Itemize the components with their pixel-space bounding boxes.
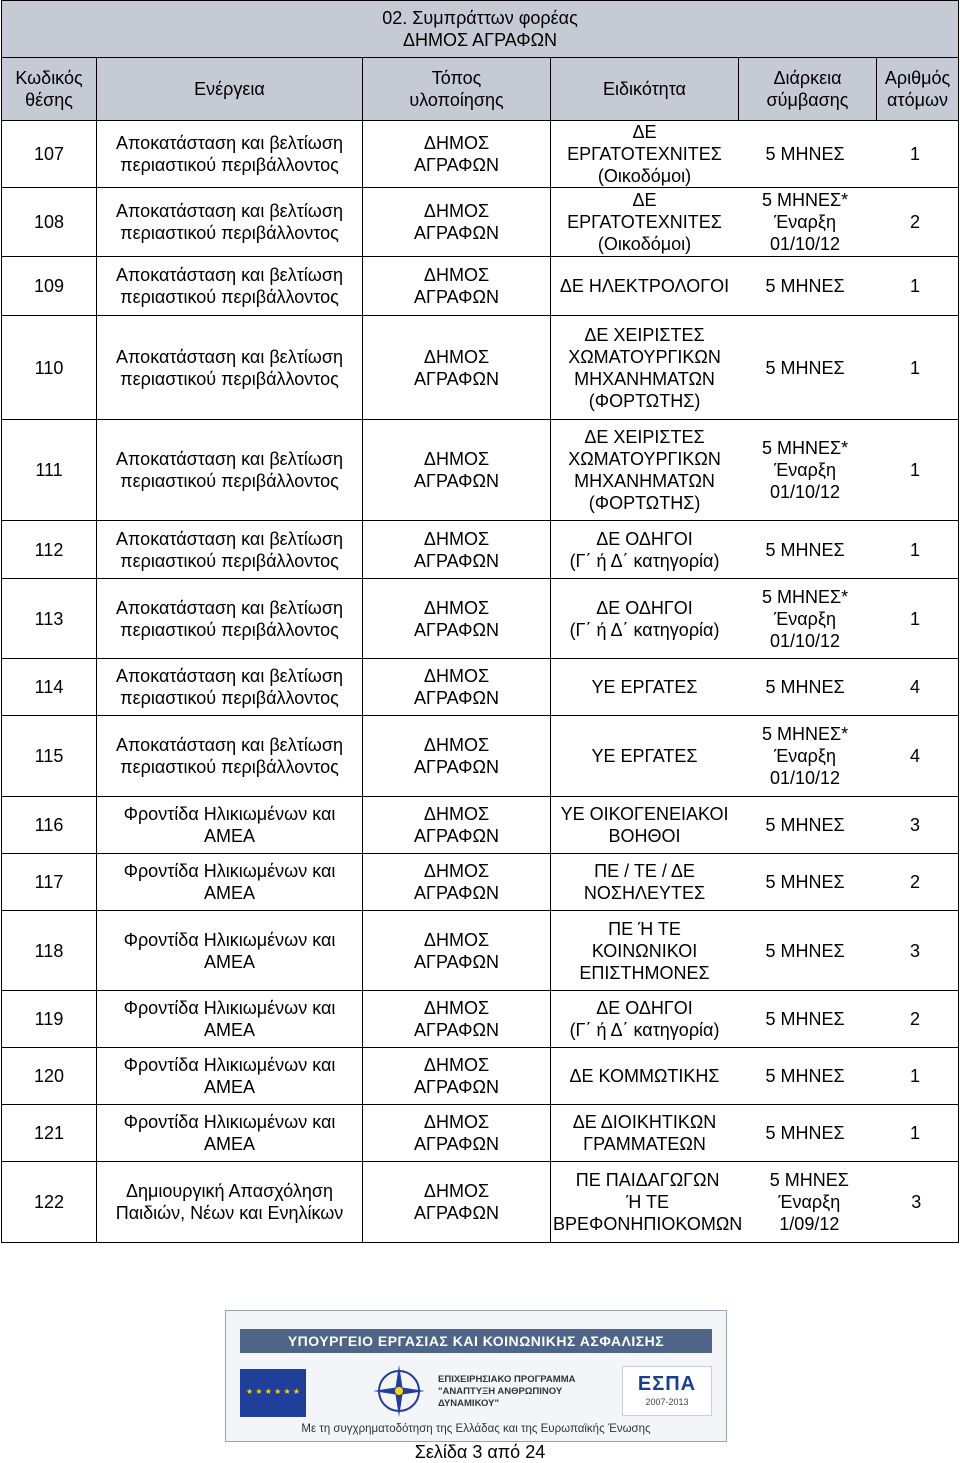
compass-logo-icon xyxy=(364,1361,434,1421)
cell-count: 1 xyxy=(910,276,921,296)
cell-specialty: ΠΕ / ΤΕ / ΔΕ ΝΟΣΗΛΕΥΤΕΣ xyxy=(583,861,706,903)
cell-action: Αποκατάσταση και βελτίωση περιαστικού περιβάλλοντος xyxy=(97,659,363,716)
cell-specialty-duration-count xyxy=(551,420,959,521)
cell-specialty-duration-count xyxy=(551,1048,959,1105)
cell-specialty: ΔΕ ΕΡΓΑΤΟΤΕΧΝΙΤΕΣ (Οικοδόμοι) xyxy=(567,190,722,254)
cell-specialty-duration-count xyxy=(551,1162,959,1243)
cell-duration: 5 ΜΗΝΕΣ xyxy=(765,1123,845,1143)
table-row xyxy=(2,420,959,521)
cell-place: ΔΗΜΟΣ ΑΓΡΑΦΩΝ xyxy=(363,521,551,579)
table-row xyxy=(2,316,959,420)
cofunding-note: Με τη συγχρηματοδότηση της Ελλάδας και της Ευρωπαϊκής Ένωσης xyxy=(301,1423,651,1435)
cell-place: ΔΗΜΟΣ ΑΓΡΑΦΩΝ xyxy=(363,854,551,911)
cell-action: Αποκατάσταση και βελτίωση περιαστικού περιβάλλοντος xyxy=(97,579,363,659)
cell-action: Φροντίδα Ηλικιωμένων και ΑΜΕΑ xyxy=(97,991,363,1048)
cell-count: 1 xyxy=(910,357,921,378)
cell-code: 111 xyxy=(2,420,97,521)
cell-specialty: ΔΕ ΧΕΙΡΙΣΤΕΣ ΧΩΜΑΤΟΥΡΓΙΚΩΝ ΜΗΧΑΝΗΜΑΤΩΝ (ΦΟΡΤΩΤΗΣ) xyxy=(568,324,721,411)
cell-specialty: ΔΕ ΗΛΕΚΤΡΟΛΟΓΟΙ xyxy=(559,276,730,296)
cell-duration: 5 ΜΗΝΕΣ xyxy=(765,1009,845,1029)
cell-code: 109 xyxy=(2,257,97,316)
cell-code: 107 xyxy=(2,121,97,188)
table-row xyxy=(2,188,959,257)
cell-action: Φροντίδα Ηλικιωμένων και ΑΜΕΑ xyxy=(97,911,363,991)
cell-place: ΔΗΜΟΣ ΑΓΡΑΦΩΝ xyxy=(363,1105,551,1162)
cell-specialty-duration-count xyxy=(551,579,959,659)
positions-table xyxy=(1,0,959,1243)
cell-duration: 5 ΜΗΝΕΣ* Έναρξη 01/10/12 xyxy=(761,724,849,788)
cell-count: 1 xyxy=(910,460,921,480)
cell-action: Αποκατάσταση και βελτίωση περιαστικού περιβάλλοντος xyxy=(97,316,363,420)
header-action: Ενέργεια xyxy=(97,58,363,121)
cell-place: ΔΗΜΟΣ ΑΓΡΑΦΩΝ xyxy=(363,257,551,316)
cell-code: 117 xyxy=(2,854,97,911)
table-title-row xyxy=(2,1,959,58)
cell-specialty: ΔΕ ΧΕΙΡΙΣΤΕΣ ΧΩΜΑΤΟΥΡΓΙΚΩΝ ΜΗΧΑΝΗΜΑΤΩΝ (ΦΟΡΤΩΤΗΣ) xyxy=(568,427,721,513)
cell-count: 3 xyxy=(910,815,921,835)
table-row xyxy=(2,1162,959,1243)
cell-action: Φροντίδα Ηλικιωμένων και ΑΜΕΑ xyxy=(97,1105,363,1162)
cell-duration: 5 ΜΗΝΕΣ xyxy=(765,144,845,164)
cell-code: 116 xyxy=(2,797,97,854)
column-header-row xyxy=(2,58,959,121)
cell-code: 108 xyxy=(2,188,97,257)
cell-action: Αποκατάσταση και βελτίωση περιαστικού περιβάλλοντος xyxy=(97,716,363,797)
cell-specialty: ΔΕ ΟΔΗΓΟΙ (Γ΄ ή Δ΄ κατηγορία) xyxy=(569,597,720,640)
cell-code: 110 xyxy=(2,316,97,420)
cell-count: 3 xyxy=(911,1192,922,1212)
cell-place: ΔΗΜΟΣ ΑΓΡΑΦΩΝ xyxy=(363,188,551,257)
cell-count: 2 xyxy=(910,1009,921,1029)
cell-place: ΔΗΜΟΣ ΑΓΡΑΦΩΝ xyxy=(363,1048,551,1105)
table-row xyxy=(2,579,959,659)
ministry-banner: ΥΠΟΥΡΓΕΙΟ ΕΡΓΑΣΙΑΣ ΚΑΙ ΚΟΙΝΩΝΙΚΗΣ ΑΣΦΑΛΙΣΗΣ xyxy=(240,1329,712,1353)
funding-logo-panel xyxy=(225,1310,727,1442)
table-row xyxy=(2,854,959,911)
cell-code: 113 xyxy=(2,579,97,659)
cell-specialty-duration-count xyxy=(551,659,959,716)
cell-place: ΔΗΜΟΣ ΑΓΡΑΦΩΝ xyxy=(363,420,551,521)
cell-code: 119 xyxy=(2,991,97,1048)
title-line-2: ΔΗΜΟΣ ΑΓΡΑΦΩΝ xyxy=(403,30,558,50)
table-row xyxy=(2,911,959,991)
cell-action: Αποκατάσταση και βελτίωση περιαστικού περιβάλλοντος xyxy=(97,420,363,521)
cell-specialty: ΔΕ ΕΡΓΑΤΟΤΕΧΝΙΤΕΣ (Οικοδόμοι) xyxy=(567,122,722,186)
cell-specialty: ΥΕ ΟΙΚΟΓΕΝΕΙΑΚΟΙ ΒΟΗΘΟΙ xyxy=(560,804,729,846)
cell-specialty: ΠΕ ΠΑΙΔΑΓΩΓΩΝ Ή ΤΕ ΒΡΕΦΟΝΗΠΙΟΚΟΜΩΝ xyxy=(553,1170,743,1234)
cell-specialty: ΔΕ ΟΔΗΓΟΙ (Γ΄ ή Δ΄ κατηγορία) xyxy=(569,998,720,1040)
cell-specialty-duration-count xyxy=(551,121,959,188)
cell-duration: 5 ΜΗΝΕΣ xyxy=(765,872,845,892)
table-row xyxy=(2,1048,959,1105)
cell-duration: 5 ΜΗΝΕΣ xyxy=(765,357,845,378)
table-row xyxy=(2,797,959,854)
cell-count: 1 xyxy=(910,539,921,560)
title-line-1: 02. Συμπράττων φορέας xyxy=(382,8,578,28)
cell-specialty-duration-count xyxy=(551,316,959,420)
cell-count: 1 xyxy=(910,608,921,629)
cell-duration: 5 ΜΗΝΕΣ Έναρξη 1/09/12 xyxy=(769,1170,849,1234)
cell-action: Φροντίδα Ηλικιωμένων και ΑΜΕΑ xyxy=(97,1048,363,1105)
cell-duration: 5 ΜΗΝΕΣ xyxy=(765,815,845,835)
table-row xyxy=(2,1105,959,1162)
cell-place: ΔΗΜΟΣ ΑΓΡΑΦΩΝ xyxy=(363,579,551,659)
cell-count: 4 xyxy=(910,746,921,766)
cell-specialty: ΔΕ ΔΙΟΙΚΗΤΙΚΩΝ ΓΡΑΜΜΑΤΕΩΝ xyxy=(572,1112,717,1154)
cell-specialty: ΥΕ ΕΡΓΑΤΕΣ xyxy=(591,746,698,766)
cell-duration: 5 ΜΗΝΕΣ xyxy=(765,276,845,296)
cell-code: 121 xyxy=(2,1105,97,1162)
cell-code: 122 xyxy=(2,1162,97,1243)
table-row xyxy=(2,716,959,797)
table-title xyxy=(2,1,959,58)
cell-place: ΔΗΜΟΣ ΑΓΡΑΦΩΝ xyxy=(363,121,551,188)
header-code: Κωδικός θέσης xyxy=(2,58,97,121)
cell-specialty: ΥΕ ΕΡΓΑΤΕΣ xyxy=(591,677,698,697)
cell-action: Αποκατάσταση και βελτίωση περιαστικού περιβάλλοντος xyxy=(97,521,363,579)
cell-count: 2 xyxy=(910,872,921,892)
cell-duration: 5 ΜΗΝΕΣ* Έναρξη 01/10/12 xyxy=(761,586,849,651)
cell-count: 1 xyxy=(910,144,921,164)
cell-place: ΔΗΜΟΣ ΑΓΡΑΦΩΝ xyxy=(363,316,551,420)
cell-count: 3 xyxy=(910,940,921,961)
cell-specialty-duration-count xyxy=(551,911,959,991)
cell-place: ΔΗΜΟΣ ΑΓΡΑΦΩΝ xyxy=(363,1162,551,1243)
cell-duration: 5 ΜΗΝΕΣ* Έναρξη 01/10/12 xyxy=(761,438,849,502)
cell-specialty-duration-count xyxy=(551,188,959,257)
cell-code: 118 xyxy=(2,911,97,991)
cell-duration: 5 ΜΗΝΕΣ xyxy=(765,539,845,560)
cell-duration: 5 ΜΗΝΕΣ xyxy=(765,677,845,697)
header-count: Αριθμός ατόμων xyxy=(877,58,959,121)
header-specialty: Ειδικότητα xyxy=(551,58,739,121)
program-label: ΕΠΙΧΕΙΡΗΣΙΑΚΟ ΠΡΟΓΡΑΜΜΑ "ΑΝΑΠΤΥΞΗ ΑΝΘΡΩΠΙΝΟΥ ΔΥΝΑΜΙΚΟΥ" xyxy=(438,1374,576,1409)
cell-place: ΔΗΜΟΣ ΑΓΡΑΦΩΝ xyxy=(363,716,551,797)
cell-place: ΔΗΜΟΣ ΑΓΡΑΦΩΝ xyxy=(363,797,551,854)
page-number: Σελίδα 3 από 24 xyxy=(414,1442,546,1462)
cell-duration: 5 ΜΗΝΕΣ* Έναρξη 01/10/12 xyxy=(761,190,849,254)
espa-logo: ΕΣΠΑ 2007-2013 xyxy=(622,1366,712,1416)
cell-code: 120 xyxy=(2,1048,97,1105)
cell-count: 1 xyxy=(910,1066,921,1086)
cell-specialty-duration-count xyxy=(551,257,959,316)
cell-code: 114 xyxy=(2,659,97,716)
cell-action: Δημιουργική Απασχόληση Παιδιών, Νέων και Ενηλίκων xyxy=(97,1162,363,1243)
cell-count: 2 xyxy=(910,212,921,232)
cell-action: Αποκατάσταση και βελτίωση περιαστικού περιβάλλοντος xyxy=(97,188,363,257)
cell-specialty-duration-count xyxy=(551,797,959,854)
eu-flag-icon: ★ ★ ★ ★ ★ ★ xyxy=(240,1369,306,1417)
cell-duration: 5 ΜΗΝΕΣ xyxy=(765,1066,845,1086)
cell-count: 4 xyxy=(910,677,921,697)
cell-action: Φροντίδα Ηλικιωμένων και ΑΜΕΑ xyxy=(97,854,363,911)
cell-specialty-duration-count xyxy=(551,854,959,911)
cell-specialty-duration-count xyxy=(551,716,959,797)
cell-place: ΔΗΜΟΣ ΑΓΡΑΦΩΝ xyxy=(363,991,551,1048)
cell-action: Φροντίδα Ηλικιωμένων και ΑΜΕΑ xyxy=(97,797,363,854)
table-row xyxy=(2,121,959,188)
header-place: Τόπος υλοποίησης xyxy=(363,58,551,121)
cell-duration: 5 ΜΗΝΕΣ xyxy=(765,940,845,961)
cell-specialty-duration-count xyxy=(551,521,959,579)
cell-place: ΔΗΜΟΣ ΑΓΡΑΦΩΝ xyxy=(363,911,551,991)
cell-specialty-duration-count xyxy=(551,1105,959,1162)
cell-code: 112 xyxy=(2,521,97,579)
cell-code: 115 xyxy=(2,716,97,797)
cell-specialty: ΔΕ ΟΔΗΓΟΙ (Γ΄ ή Δ΄ κατηγορία) xyxy=(569,528,720,571)
header-duration: Διάρκεια σύμβασης xyxy=(739,58,877,121)
table-body xyxy=(2,121,959,1243)
table-row xyxy=(2,659,959,716)
cell-specialty: ΔΕ ΚΟΜΜΩΤΙΚΗΣ xyxy=(569,1066,720,1086)
table-row xyxy=(2,257,959,316)
table-row xyxy=(2,521,959,579)
cell-specialty-duration-count xyxy=(551,991,959,1048)
cell-specialty: ΠΕ Ή ΤΕ ΚΟΙΝΩΝΙΚΟΙ ΕΠΙΣΤΗΜΟΝΕΣ xyxy=(579,918,710,983)
cell-action: Αποκατάσταση και βελτίωση περιαστικού περιβάλλοντος xyxy=(97,121,363,188)
table-row xyxy=(2,991,959,1048)
cell-action: Αποκατάσταση και βελτίωση περιαστικού περιβάλλοντος xyxy=(97,257,363,316)
cell-place: ΔΗΜΟΣ ΑΓΡΑΦΩΝ xyxy=(363,659,551,716)
cell-count: 1 xyxy=(910,1123,921,1143)
